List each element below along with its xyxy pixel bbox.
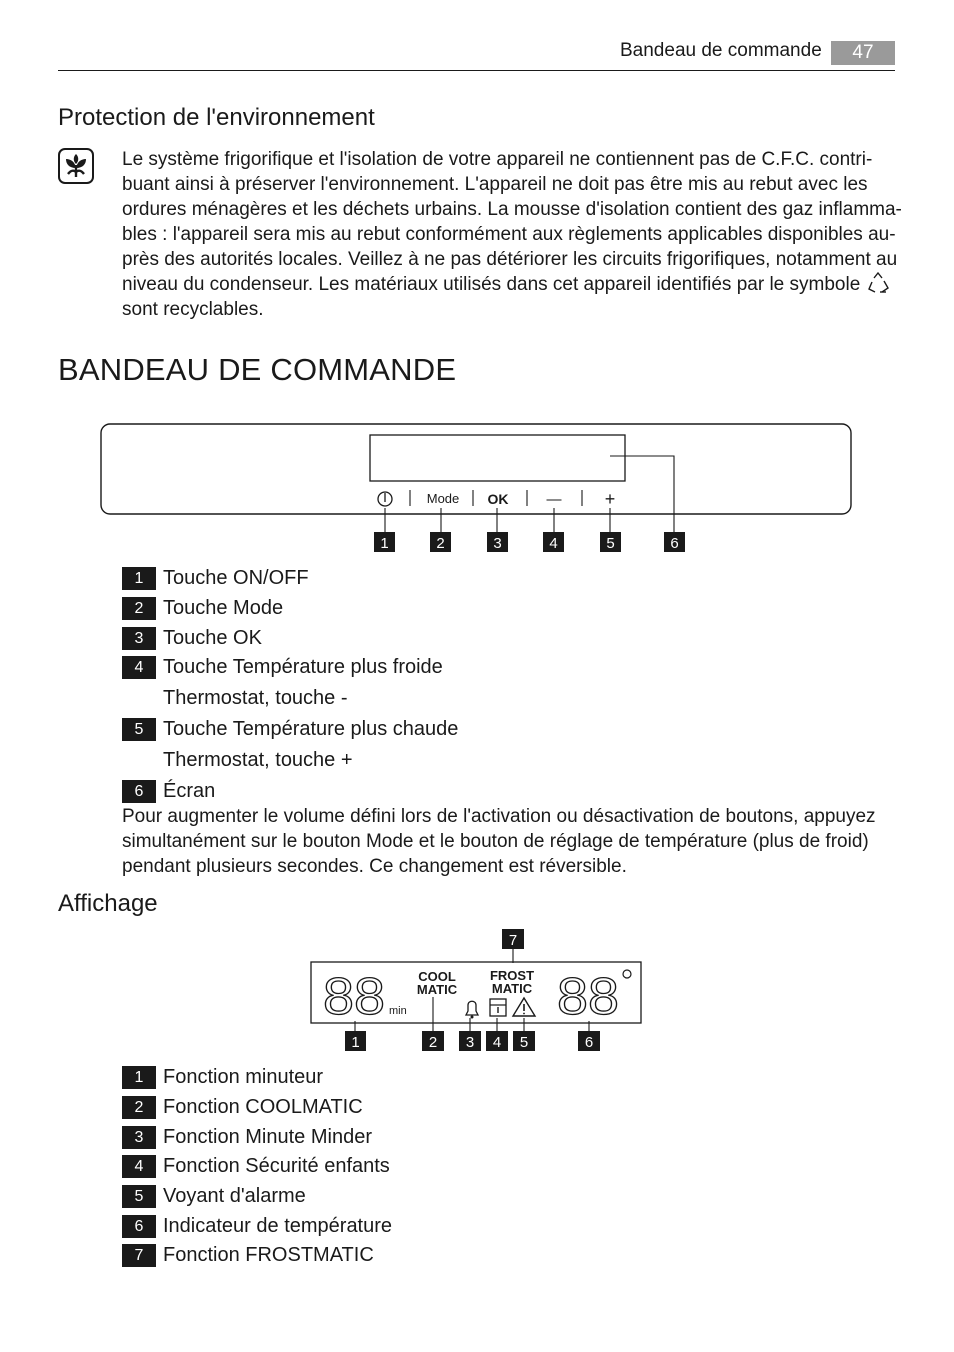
legend-number: 6 [122, 1215, 156, 1238]
svg-text:5: 5 [519, 1034, 529, 1051]
legend-label: Écran [163, 779, 216, 802]
panel-outline [101, 424, 851, 514]
legend-number: 1 [122, 567, 156, 590]
legend-item [122, 1093, 392, 1123]
callout-5 [513, 1031, 535, 1051]
callout-6 [664, 532, 685, 552]
svg-text:5: 5 [606, 535, 615, 552]
legend-number: 3 [122, 627, 156, 650]
callout-line-6 [610, 456, 674, 532]
control-panel-heading: BANDEAU DE COMMANDE [58, 352, 457, 387]
legend-item [122, 715, 458, 745]
legend-label: Touche Température plus chaude [163, 718, 459, 741]
child-lock-icon [490, 999, 506, 1016]
legend-item [122, 653, 458, 683]
svg-text:2: 2 [436, 535, 445, 552]
environment-heading: Protection de l'environnement [58, 104, 375, 131]
svg-text:1: 1 [351, 1034, 360, 1051]
legend-item [122, 1152, 392, 1182]
legend-item [122, 1122, 392, 1152]
svg-text:6: 6 [670, 535, 679, 552]
text-line: bles : l'appareil sera mis au rebut conformément aux règlements applicables disponibles au- [122, 224, 896, 245]
legend-item [122, 623, 458, 653]
temperature-digits: 88 [557, 968, 619, 1026]
frostmatic-line2: MATIC [491, 981, 533, 996]
timer-digits: 88 [323, 968, 385, 1026]
callout-4 [486, 1031, 508, 1051]
legend-number: 5 [122, 718, 156, 741]
control-panel-diagram [0, 418, 954, 558]
legend-number: 1 [122, 1066, 156, 1089]
callout-7 [502, 929, 524, 949]
legend-label: Touche Température plus froide [163, 656, 443, 679]
callout-2 [422, 1031, 444, 1051]
svg-text:3: 3 [493, 535, 502, 552]
ok-button: OK [487, 491, 509, 507]
callout-2 [430, 532, 451, 552]
control-panel-legend [122, 564, 458, 806]
degree-icon [623, 970, 631, 978]
min-label: min [389, 1005, 407, 1017]
callout-3 [459, 1031, 481, 1051]
legend-item [122, 1211, 392, 1241]
minus-button: — [546, 491, 562, 508]
power-icon [378, 492, 392, 506]
environment-paragraph [122, 147, 902, 322]
volume-note [122, 804, 876, 879]
text-line: ordures ménagères et les déchets urbains. La mousse d'isolation contient des gaz inflamma- [122, 199, 902, 220]
legend-label: Touche OK [163, 626, 262, 649]
legend-number: 5 [122, 1185, 156, 1208]
svg-text:2: 2 [428, 1034, 438, 1051]
alarm-icon [513, 998, 535, 1016]
text-line: Le système frigorifique et l'isolation de votre appareil ne contiennent pas de C.F.C. contri- [122, 149, 873, 170]
display-diagram [0, 925, 954, 1057]
legend-label: Fonction COOLMATIC [163, 1096, 363, 1119]
plus-button: + [604, 489, 616, 509]
callout-6 [578, 1031, 600, 1051]
header-divider [58, 70, 895, 71]
svg-text:7: 7 [508, 932, 518, 949]
frostmatic-line1: FROST [489, 968, 535, 983]
svg-text:1: 1 [380, 535, 389, 552]
legend-item [122, 594, 458, 624]
legend-item [122, 1063, 392, 1093]
coolmatic-line2: MATIC [416, 982, 458, 997]
legend-number: 2 [122, 597, 156, 620]
legend-label: Fonction minuteur [163, 1066, 324, 1089]
legend-label: Fonction Minute Minder [163, 1125, 372, 1148]
legend-label: Touche ON/OFF [163, 567, 309, 590]
legend-label: Fonction FROSTMATIC [163, 1244, 374, 1267]
bell-icon [466, 1001, 478, 1018]
legend-number: 7 [122, 1244, 156, 1267]
legend-number: 4 [122, 656, 156, 679]
mode-button: Mode [426, 491, 460, 506]
legend-sub-label: Thermostat, touche + [163, 748, 353, 771]
text-line: Pour augmenter le volume défini lors de l'activation ou désactivation de boutons, appuyez [122, 806, 876, 827]
text-line: près des autorités locales. Veillez à ne pas détériorer les circuits frigorifiques, notamment au [122, 249, 898, 270]
text-line: buant ainsi à préserver l'environnement. L'appareil ne doit pas être mis au rebut avec les [122, 174, 868, 195]
screen-outline [370, 435, 625, 481]
legend-item [122, 776, 458, 806]
legend-label: Indicateur de température [163, 1214, 393, 1237]
display-heading: Affichage [58, 890, 158, 917]
environment-icon [58, 148, 94, 184]
svg-text:6: 6 [584, 1034, 594, 1051]
text-line: simultanément sur le bouton Mode et le bouton de réglage de température (plus de froid) [122, 831, 869, 852]
legend-number: 4 [122, 1155, 156, 1178]
callout-1 [345, 1031, 366, 1051]
legend-number: 3 [122, 1126, 156, 1149]
recycle-icon [866, 272, 890, 294]
coolmatic-line1: COOL [418, 969, 456, 984]
callout-4 [543, 532, 564, 552]
legend-item [122, 1241, 392, 1271]
display-legend [122, 1063, 392, 1271]
legend-number: 2 [122, 1096, 156, 1119]
text-line: sont recyclables. [122, 299, 264, 320]
legend-label: Touche Mode [163, 597, 284, 620]
page-number: 47 [831, 41, 895, 65]
legend-label: Fonction Sécurité enfants [163, 1155, 390, 1178]
legend-sub-label: Thermostat, touche - [163, 687, 348, 710]
running-header: Bandeau de commande [620, 40, 822, 61]
legend-item [122, 1182, 392, 1212]
legend-label: Voyant d'alarme [163, 1185, 306, 1208]
text-line-content: niveau du condenseur. Les matériaux utilisés dans cet appareil identifiés par le symbole [122, 274, 861, 295]
text-line [122, 272, 902, 297]
svg-text:4: 4 [492, 1034, 502, 1051]
callout-3 [487, 532, 508, 552]
legend-number: 6 [122, 780, 156, 803]
svg-text:4: 4 [549, 535, 558, 552]
legend-item [122, 564, 458, 594]
callout-1 [374, 532, 395, 552]
svg-text:3: 3 [465, 1034, 475, 1051]
callout-5 [600, 532, 621, 552]
text-line: pendant plusieurs secondes. Ce changement est réversible. [122, 856, 627, 877]
